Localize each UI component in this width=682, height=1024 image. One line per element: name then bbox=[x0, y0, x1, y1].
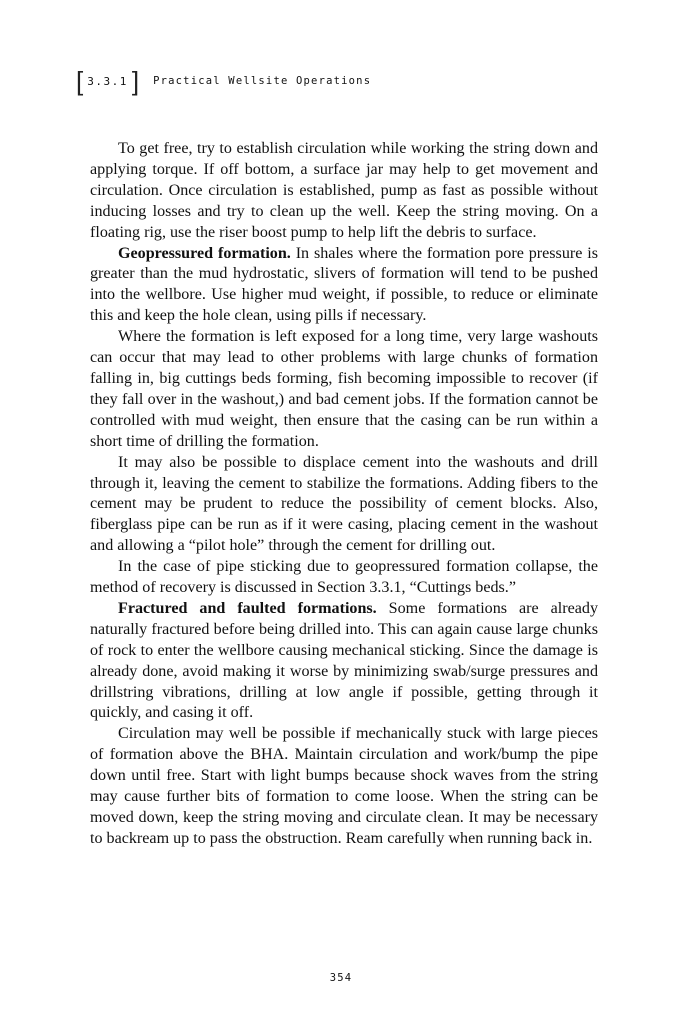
paragraph-heading: Geopressured formation. bbox=[118, 244, 291, 262]
paragraph bbox=[90, 244, 598, 328]
paragraph-heading: Fractured and faulted formations. bbox=[118, 599, 377, 617]
paragraph-text: In shales where the formation pore pressure is greater than the mud hydrostatic, slivers of formation will tend to be pushed into the wellbore. Use higher mud weight, if possible, to reduce or eliminate this and keep the hole clean, using pills if necessary. bbox=[90, 244, 598, 325]
paragraph bbox=[90, 724, 598, 849]
paragraph-text: Where the formation is left exposed for a long time, very large washouts can occur that may lead to other problems with large chunks of formation falling in, big cuttings beds forming, fish becoming impossible to recover (if they fall over in the washout,) and bad cement jobs. If the formation cannot be controlled with mud weight, then ensure that the casing can be run within a short time of drilling the formation. bbox=[90, 328, 598, 450]
book-title: Practical Wellsite Operations bbox=[153, 75, 372, 87]
page-number: 354 bbox=[329, 972, 353, 984]
section-number: 3.3.1 bbox=[87, 74, 128, 88]
paragraph-text: In the case of pipe sticking due to geopressured formation collapse, the method of recovery is discussed in Section 3.3.1, “Cuttings beds.” bbox=[90, 558, 598, 597]
paragraph bbox=[90, 557, 598, 599]
paragraph-text: It may also be possible to displace cement into the washouts and drill through it, leaving the cement to stabilize the formations. Adding fibers to the cement may be prudent to reduce the possibility of cement blocks. Also, fiberglass pipe can be run as if it were casing, placing cement in the washout and allowing a “pilot hole” through the cement for drilling out. bbox=[90, 453, 598, 555]
paragraph bbox=[90, 327, 598, 452]
paragraph bbox=[90, 599, 598, 724]
body-text bbox=[90, 139, 598, 850]
running-head bbox=[76, 66, 371, 96]
paragraph-text: Some formations are already naturally fractured before being drilled into. This can again cause large chunks of rock to enter the wellbore causing mechanical sticking. Since the damage is already done, avoid making it worse by minimizing swab/surge pressures and drillstring vibrations, drilling at low angle if possible, getting through it quickly, and casing it off. bbox=[90, 599, 598, 722]
paragraph bbox=[90, 453, 598, 558]
header-bracket-close: ] bbox=[131, 66, 140, 96]
paragraph-text: To get free, try to establish circulation while working the string down and applying torque. If off bottom, a surface jar may help to get movement and circulation. Once circulation is established, pump as fast as possible without inducing losses and try to clean up the well. Keep the string moving. On a floating rig, use the riser boost pump to help lift the debris to surface. bbox=[90, 140, 598, 241]
paragraph-text: Circulation may well be possible if mechanically stuck with large pieces of formation above the BHA. Maintain circulation and work/bump the pipe down until free. Start with light bumps because shock waves from the string may cause further bits of formation to come loose. When the string can be moved down, keep the string moving and circulate clean. It may be necessary to backream up to pass the obstruction. Ream carefully when running back in. bbox=[90, 725, 598, 847]
header-bracket-open: [ bbox=[76, 66, 84, 96]
paragraph bbox=[90, 139, 598, 244]
